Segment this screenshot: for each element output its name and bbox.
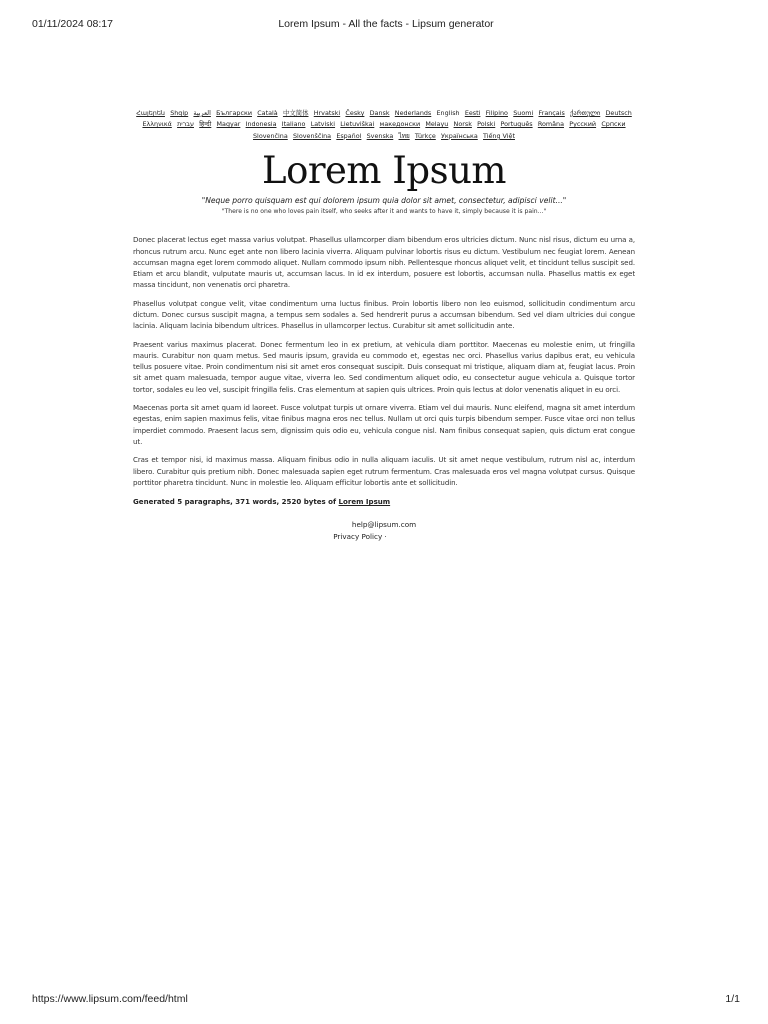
language-link[interactable]: Български: [216, 109, 252, 117]
language-link[interactable]: ไทย: [398, 131, 410, 140]
language-link[interactable]: Català: [257, 109, 278, 117]
language-link[interactable]: Pyccкий: [569, 120, 597, 129]
language-link[interactable]: Magyar: [216, 120, 241, 129]
print-footer: [32, 993, 740, 1009]
latin-quote: "Neque porro quisquam est qui dolorem ipsum quia dolor sit amet, consectetur, adipisci velit...": [201, 196, 567, 206]
language-link[interactable]: Indonesia: [245, 120, 277, 129]
lorem-ipsum-link[interactable]: Lorem Ipsum: [338, 497, 391, 507]
language-link[interactable]: Polski: [477, 120, 496, 129]
language-link[interactable]: Suomi: [513, 109, 534, 117]
language-link[interactable]: Português: [500, 120, 533, 129]
language-link[interactable]: Nederlands: [394, 109, 432, 117]
language-link[interactable]: Español: [336, 131, 362, 140]
print-url: https://www.lipsum.com/feed/html: [32, 993, 188, 1005]
help-email[interactable]: help@lipsum.com: [351, 520, 417, 530]
generated-summary: [133, 496, 635, 507]
lorem-ipsum-logo: Lorem Ipsum: [262, 149, 506, 193]
language-link[interactable]: Eesti: [464, 109, 481, 117]
language-link[interactable]: Dansk: [369, 109, 390, 117]
language-link[interactable]: Româna: [537, 120, 564, 129]
language-link: English: [436, 109, 460, 117]
privacy-policy-link[interactable]: Privacy Policy ·: [333, 531, 387, 541]
language-link[interactable]: Lietuviškai: [340, 120, 375, 129]
language-link[interactable]: ქართული: [570, 109, 601, 117]
lipsum-paragraph: Maecenas porta sit amet quam id laoreet. Fusce volutpat turpis ut ornare viverra. Etiam vel dui mauris. Nunc eleifend, magna sit amet interdum egestas, enim sapien maximus felis, vitae finibus magna eros nec tellus. Nullam ut orci quis turpis bibendum semper. Fusce vitae orci non tellus imperdiet commodo. Praesent lacus sem, dignissim quis odio eu, vehicula congue nisl. Nam finibus consequat sapien, quis dictum erat congue ut.: [133, 403, 635, 446]
language-link[interactable]: हिन्दी: [199, 120, 212, 129]
language-link[interactable]: Français: [538, 109, 565, 117]
language-link[interactable]: Ελληνικά: [142, 120, 172, 129]
language-link[interactable]: Norsk: [453, 120, 472, 129]
lipsum-paragraph: Cras et tempor nisi, id maximus massa. Aliquam finibus odio in nulla aliquam iaculis. Ut sit amet neque vestibulum, rutrum nisl ac, interdum libero. Curabitur quis pretium nibh. Donec malesuada sapien eget rutrum fermentum. Cras malesuada eros vel magna volutpat cursus. Quisque porttitor pharetra tincidunt. Nunc in molestie leo. Aliquam efficitur lobortis ante et sollicitudin.: [133, 455, 635, 487]
contact: [133, 519, 635, 542]
print-datetime: 01/11/2024 08:17: [32, 18, 113, 30]
language-link[interactable]: العربية: [193, 109, 211, 117]
language-link[interactable]: Tiếng Việt: [483, 131, 515, 140]
print-page-title: Lorem Ipsum - All the facts - Lipsum generator: [278, 18, 494, 30]
language-link[interactable]: Українська: [441, 131, 478, 140]
generated-text: Generated 5 paragraphs, 371 words, 2520 bytes of: [133, 497, 339, 507]
print-page-number: 1/1: [725, 993, 740, 1005]
language-link[interactable]: עברית: [177, 120, 194, 129]
language-link[interactable]: Italiano: [281, 120, 306, 129]
language-link[interactable]: Melayu: [425, 120, 449, 129]
print-header: [32, 18, 740, 34]
english-quote: "There is no one who loves pain itself, who seeks after it and wants to have it, simply because it is pain...": [221, 208, 547, 216]
language-list: [133, 108, 635, 142]
language-link[interactable]: 中文简体: [282, 109, 309, 117]
language-link[interactable]: Slovenščina: [292, 131, 332, 140]
lipsum-paragraph: Praesent varius maximus placerat. Donec fermentum leo in ex pretium, at vehicula diam porttitor. Maecenas eu molestie enim, ut fringilla mauris. Curabitur non quam metus. Sed mauris ipsum, gravida eu commodo et, egestas nec orci. Phasellus varius dapibus erat, eu vehicula tellus posuere vitae. Proin condimentum nisi sit amet eros consequat suscipit. Duis consequat mi tristique, aliquam diam at, feugiat lacus. Proin sit amet quam malesuada, tempor augue vitae, viverra leo. Sed condimentum aliquet odio, eu consectetur augue vehicula a. Quisque tortor tortor, sodales eu leo vel, suscipit fringilla felis. Cras elementum at sapien quis ultrices. Proin quis lectus at dolor venenatis aliquet in eu orci.: [133, 339, 635, 394]
language-link[interactable]: Slovenčina: [252, 131, 288, 140]
lipsum-text: [133, 234, 635, 488]
page-content: [133, 108, 635, 542]
language-link[interactable]: Српски: [601, 120, 626, 129]
lipsum-paragraph: Phasellus volutpat congue velit, vitae condimentum urna luctus finibus. Proin lobortis libero non leo euismod, sollicitudin condimentum arcu dictum. Donec cursus suscipit magna, a tempus sem sodales a. Sed hendrerit purus a accumsan bibendum. Sed vel diam ultricies dui congue lacinia. Aliquam lacinia bibendum ultrices. Phasellus in ullamcorper lectus. Curabitur sit amet sollicitudin ante.: [133, 298, 635, 331]
language-link[interactable]: Հայերեն: [136, 109, 165, 117]
language-link[interactable]: Filipino: [485, 109, 508, 117]
language-link[interactable]: Shqip: [170, 109, 189, 117]
language-link[interactable]: Latviski: [310, 120, 336, 129]
language-link[interactable]: Hrvatski: [313, 109, 341, 117]
language-link[interactable]: македонски: [379, 120, 421, 129]
language-link[interactable]: Türkçe: [414, 131, 436, 140]
language-link[interactable]: Deutsch: [605, 109, 632, 117]
lipsum-paragraph: Donec placerat lectus eget massa varius volutpat. Phasellus ullamcorper diam bibendum eros ultricies dictum. Nunc nisl risus, dictum eu urna a, rhoncus rutrum arcu. Nunc eget ante non libero lacinia viverra. Aliquam pulvinar lobortis risus eu dictum. Vestibulum nec feugiat lorem. Aenean accumsan magna eget lorem commodo aliquet. Nullam commodo ipsum nibh. Pellentesque rhoncus aliquet velit, et tincidunt tellus suscipit sed. Etiam et arcu blandit, vulputate mauris ut, accumsan lacus. In id ex interdum, posuere est lobortis, accumsan nulla. Phasellus mattis ex eget massa tincidunt, non venenatis orci pharetra.: [133, 235, 635, 290]
language-link[interactable]: Svenska: [366, 131, 394, 140]
language-link[interactable]: Česky: [345, 109, 365, 117]
